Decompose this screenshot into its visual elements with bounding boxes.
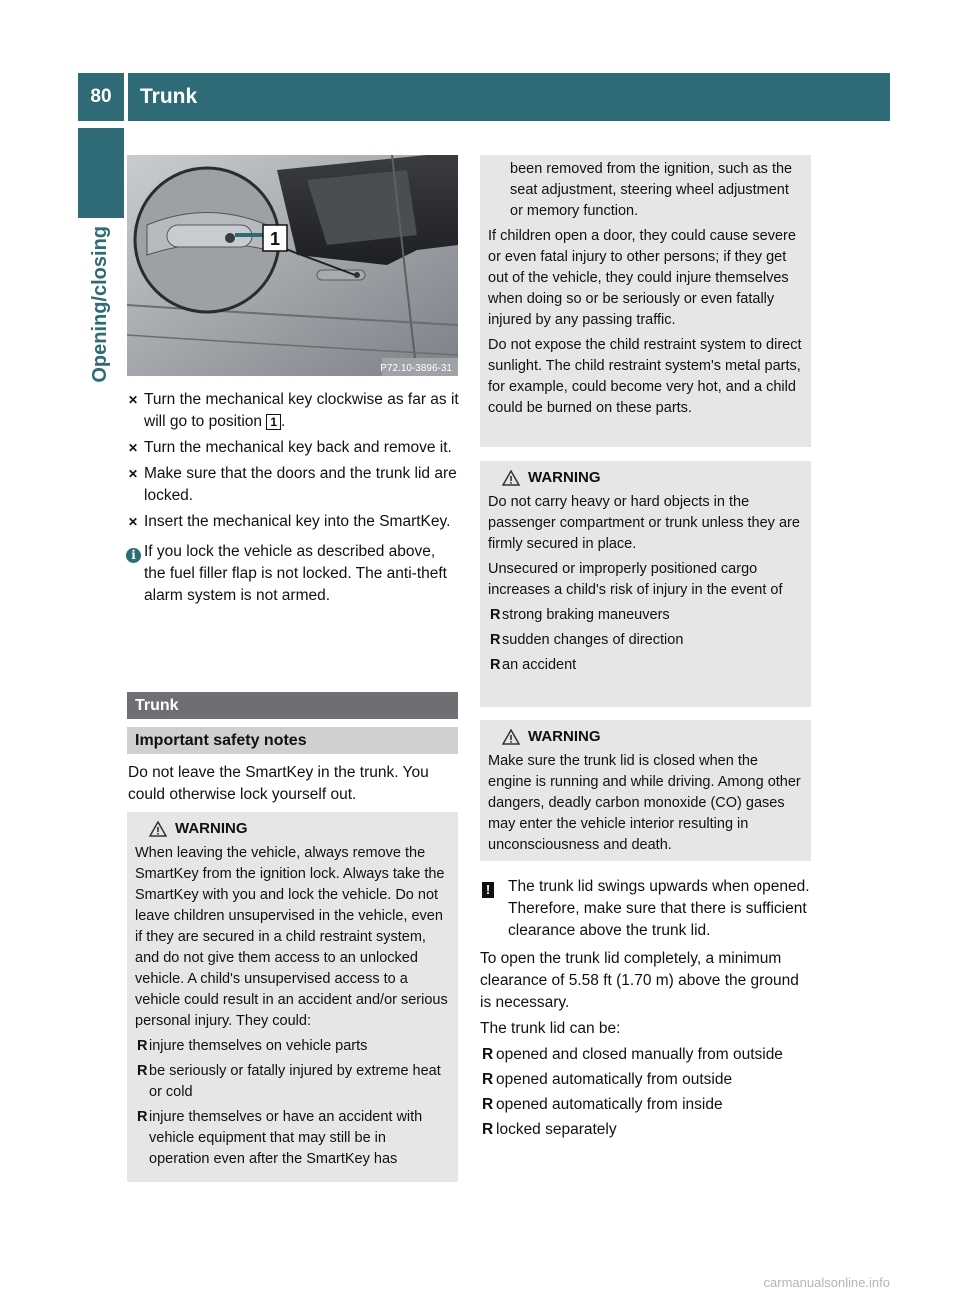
page-title: Trunk [128, 73, 890, 121]
step-arrow-icon: ✕ [128, 467, 139, 481]
warning-text: When leaving the vehicle, always remove the SmartKey from the ignition lock. Always take the SmartKey with you and lock the vehicle. Do not leave children unsupervised in the vehicle, even if they are secured in a child restraint system, and do not give them access to an unlocked vehicle. A child's unsupervised access to a vehicle could result in an accident and/or serious personal injury. They could: [135, 845, 448, 1029]
warning-heading [135, 818, 450, 839]
warning-triangle-icon [502, 470, 520, 486]
bullet-mark: R [490, 607, 501, 623]
bullet-item [480, 1044, 814, 1066]
chapter-tab [78, 128, 124, 218]
right-body [480, 876, 814, 1141]
warning-text: Do not carry heavy or hard objects in the passenger compartment or trunk unless they are firmly secured in place. [488, 494, 800, 552]
door-handle-illustration [127, 155, 458, 376]
bullet-item [488, 605, 803, 626]
bullet-mark: R [482, 1046, 494, 1063]
warning-triangle-icon [502, 729, 520, 745]
bullet-item [488, 630, 803, 651]
bullet-text: an accident [502, 657, 577, 673]
info-note [128, 541, 460, 607]
bullet-mark: R [137, 1038, 148, 1054]
step-arrow-icon: ✕ [128, 515, 139, 529]
warning-heading [488, 726, 803, 747]
exclamation-icon: ! [482, 882, 494, 898]
subsection-heading-safety: Important safety notes [127, 727, 458, 754]
bullet-continuation: been removed from the ignition, such as the seat adjustment, steering wheel adjustment or memory function. [510, 161, 793, 219]
caution-text: The trunk lid swings upwards when opened. Therefore, make sure that there is sufficient clearance above the trunk lid. [508, 878, 810, 939]
warning-box-3 [480, 720, 811, 861]
bullet-mark: R [482, 1121, 494, 1138]
bullet-item [135, 1107, 450, 1170]
bullet-item [480, 1069, 814, 1091]
step-arrow-icon: ✕ [128, 393, 139, 407]
info-text: If you lock the vehicle as described above, the fuel filler flap is not locked. The anti-theft alarm system is not armed. [144, 543, 447, 604]
bullet-text: opened automatically from outside [496, 1071, 733, 1088]
bullet-text: strong braking maneuvers [502, 607, 670, 623]
chapter-label-text: Opening/closing [89, 226, 111, 383]
step-item [128, 437, 460, 459]
bullet-item [480, 1094, 814, 1116]
page-number: 80 [78, 73, 124, 121]
step-item: ✕ Turn the mechanical key clockwise as far as it will go to position 1 . [128, 391, 459, 430]
bullet-text: opened and closed manually from outside [496, 1046, 783, 1063]
bullet-mark: R [137, 1109, 148, 1125]
bullet-text: locked separately [496, 1121, 617, 1138]
warning-title: WARNING [528, 469, 601, 486]
warning-triangle-icon [149, 821, 167, 837]
bullet-mark: R [490, 632, 501, 648]
bullet-mark: R [137, 1063, 148, 1079]
step-item [128, 511, 460, 533]
bullet-text: injure themselves or have an accident with vehicle equipment that may still be in operation even after the SmartKey has [149, 1109, 423, 1167]
bullet-text: be seriously or fatally injured by extreme heat or cold [149, 1063, 441, 1100]
bullet-item [135, 1061, 450, 1103]
step-arrow-icon: ✕ [128, 441, 139, 455]
bullet-text: opened automatically from inside [496, 1096, 723, 1113]
callout-1-label: 1 [269, 229, 281, 249]
bullet-mark: R [482, 1096, 494, 1113]
intro-paragraph: Do not leave the SmartKey in the trunk. You could otherwise lock yourself out. [128, 764, 429, 803]
step-item [128, 463, 460, 507]
door-handle-photo [127, 155, 458, 376]
position-number-badge: 1 [266, 414, 281, 430]
warning-title: WARNING [175, 820, 248, 837]
bullet-text: injure themselves on vehicle parts [149, 1038, 368, 1054]
warning-box-1 [127, 812, 458, 1182]
image-code: P72.10-3896-31 [380, 363, 452, 374]
trunk-lid-can-be: The trunk lid can be: [480, 1020, 621, 1037]
warning-box-2 [480, 461, 811, 707]
step-text: Insert the mechanical key into the SmartKey. [144, 513, 451, 530]
bullet-mark: R [490, 657, 501, 673]
bullet-item [135, 1036, 450, 1057]
warning-text: Do not expose the child restraint system to direct sunlight. The child restraint system's metal parts, for example, could become very hot, and a child could be burned on these parts. [488, 337, 802, 416]
step-text: Turn the mechanical key clockwise as far as it will go to position [144, 391, 459, 430]
watermark: carmanualsonline.info [763, 1275, 890, 1290]
left-steps [128, 389, 460, 607]
info-icon: i [126, 548, 141, 563]
step-text: Turn the mechanical key back and remove it. [144, 439, 452, 456]
step-text: Make sure that the doors and the trunk lid are locked. [144, 465, 457, 504]
bullet-item [488, 655, 803, 676]
caution-note [480, 876, 814, 942]
chapter-label [78, 226, 124, 526]
warning-title: WARNING [528, 728, 601, 745]
warning-box-1-continued [480, 155, 811, 447]
clearance-paragraph: To open the trunk lid completely, a minimum clearance of 5.58 ft (1.70 m) above the ground is necessary. [480, 950, 799, 1011]
bullet-item [480, 1119, 814, 1141]
section-heading-trunk: Trunk [127, 692, 458, 719]
warning-text: If children open a door, they could cause severe or even fatal injury to other persons; if they get out of the vehicle, they could injure themselves when doing so or be seriously or even fatally injured by any passing traffic. [488, 228, 796, 328]
bullet-mark: R [482, 1071, 494, 1088]
bullet-text: sudden changes of direction [502, 632, 684, 648]
warning-text: Make sure the trunk lid is closed when the engine is running and while driving. Among other dangers, deadly carbon monoxide (CO) gases may enter the vehicle interior resulting in unconsciousness and death. [488, 753, 801, 853]
warning-heading [488, 467, 803, 488]
warning-text: Unsecured or improperly positioned cargo increases a child's risk of injury in the event of [488, 561, 783, 598]
